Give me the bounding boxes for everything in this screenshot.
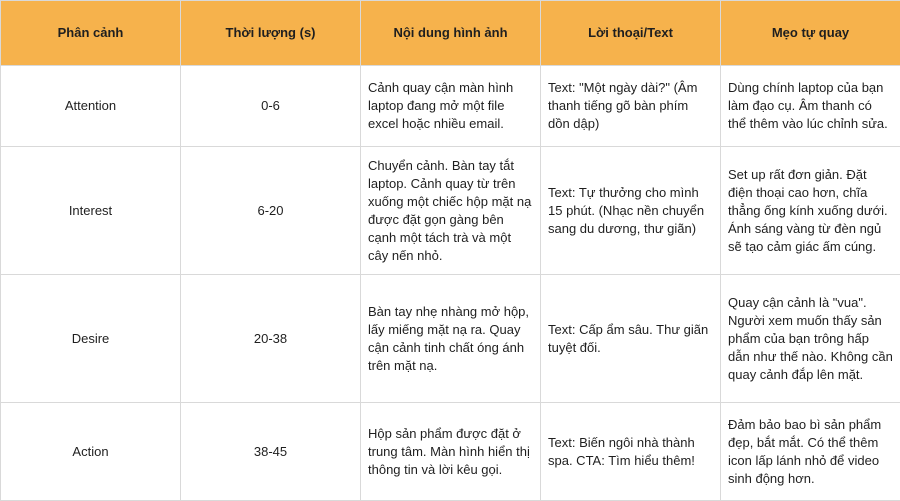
header-duration: Thời lượng (s) — [181, 1, 361, 66]
scene-cell: Action — [1, 403, 181, 501]
text-cell: Text: Tự thưởng cho mình 15 phút. (Nhạc nền chuyển sang du dương, thư giãn) — [541, 147, 721, 275]
scene-cell: Attention — [1, 66, 181, 147]
header-visual-content: Nội dung hình ảnh — [361, 1, 541, 66]
visual-cell: Hộp sản phẩm được đặt ở trung tâm. Màn hình hiển thị thông tin và lời kêu gọi. — [361, 403, 541, 501]
tip-cell: Set up rất đơn giản. Đặt điện thoại cao hơn, chĩa thẳng ống kính xuống dưới. Ánh sáng vàng từ đèn ngủ sẽ tạo cảm giác ấm cúng. — [721, 147, 900, 275]
duration-cell: 0-6 — [181, 66, 361, 147]
table-row — [1, 147, 900, 275]
visual-cell: Chuyển cảnh. Bàn tay tắt laptop. Cảnh quay từ trên xuống một chiếc hộp mặt nạ được đặt gọn gàng bên cạnh một tách trà và một cây nến nhỏ. — [361, 147, 541, 275]
header-dialogue-text: Lời thoại/Text — [541, 1, 721, 66]
visual-cell: Bàn tay nhẹ nhàng mở hộp, lấy miếng mặt nạ ra. Quay cận cảnh tinh chất óng ánh trên mặt nạ. — [361, 275, 541, 403]
visual-cell: Cảnh quay cận màn hình laptop đang mở một file excel hoặc nhiều email. — [361, 66, 541, 147]
header-row — [1, 1, 900, 66]
tip-cell: Đảm bảo bao bì sản phẩm đẹp, bắt mắt. Có thể thêm icon lấp lánh nhỏ để video sinh động hơn. — [721, 403, 900, 501]
tip-cell: Dùng chính laptop của bạn làm đạo cụ. Âm thanh có thể thêm vào lúc chỉnh sửa. — [721, 66, 900, 147]
header-self-shoot-tips: Mẹo tự quay — [721, 1, 900, 66]
table-row — [1, 66, 900, 147]
header-scene: Phân cảnh — [1, 1, 181, 66]
table-row — [1, 275, 900, 403]
scene-cell: Interest — [1, 147, 181, 275]
text-cell: Text: Biến ngôi nhà thành spa. CTA: Tìm hiểu thêm! — [541, 403, 721, 501]
duration-cell: 20-38 — [181, 275, 361, 403]
tip-cell: Quay cận cảnh là "vua". Người xem muốn thấy sản phẩm của bạn trông hấp dẫn như thế nào. Không cần quay cảnh đắp lên mặt. — [721, 275, 900, 403]
text-cell: Text: "Một ngày dài?" (Âm thanh tiếng gõ bàn phím dồn dập) — [541, 66, 721, 147]
text-cell: Text: Cấp ẩm sâu. Thư giãn tuyệt đối. — [541, 275, 721, 403]
scene-cell: Desire — [1, 275, 181, 403]
duration-cell: 6-20 — [181, 147, 361, 275]
table-row — [1, 403, 900, 501]
duration-cell: 38-45 — [181, 403, 361, 501]
